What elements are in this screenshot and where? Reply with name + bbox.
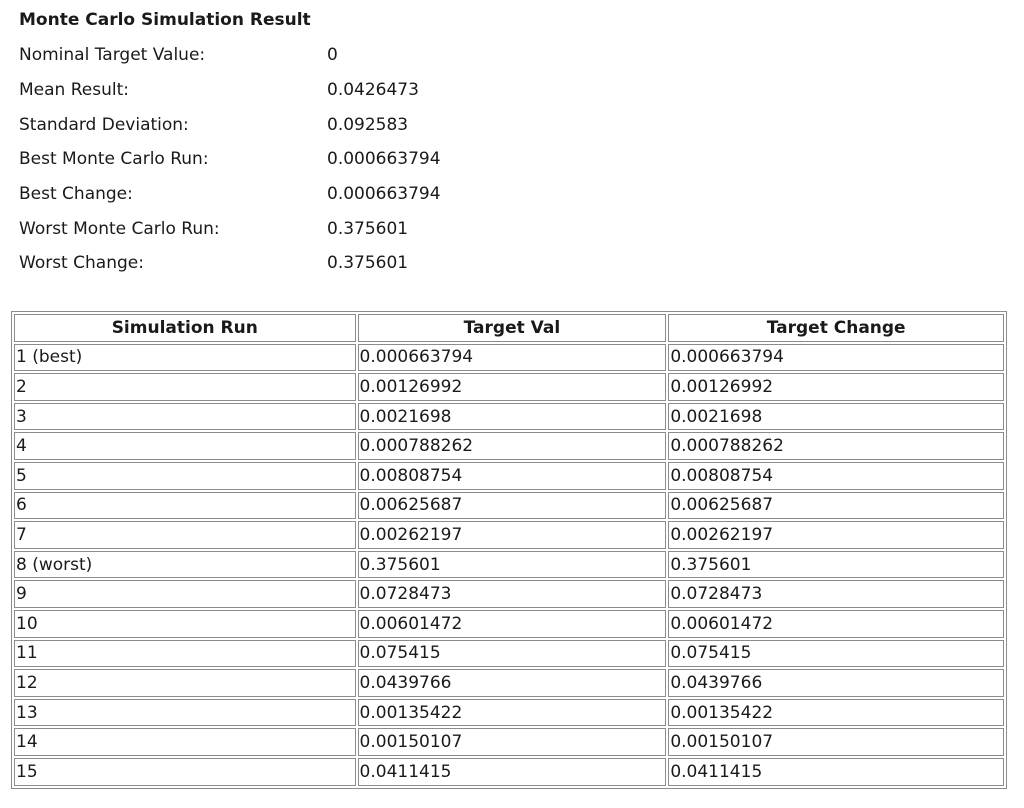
simulation-run-cell: 15 (14, 758, 356, 786)
summary-label: Nominal Target Value: (19, 45, 206, 66)
table-row (14, 580, 1004, 608)
target-val-cell: 0.375601 (358, 551, 667, 579)
page-title: Monte Carlo Simulation Result (19, 10, 311, 30)
target-val-cell: 0.00601472 (358, 610, 667, 638)
summary-row-mean (19, 73, 527, 108)
table-row (14, 373, 1004, 401)
summary-label: Mean Result: (19, 80, 129, 101)
target-val-cell: 0.0439766 (358, 669, 667, 697)
summary-row-best-change (19, 177, 527, 212)
target-val-cell: 0.000788262 (358, 432, 667, 460)
simulation-results-table (11, 311, 1007, 789)
simulation-run-cell: 8 (worst) (14, 551, 356, 579)
summary-row-worst-run (19, 211, 527, 246)
target-change-cell: 0.0439766 (668, 669, 1004, 697)
summary-value: 0.000663794 (327, 184, 441, 205)
target-val-cell: 0.000663794 (358, 344, 667, 372)
table-row (14, 492, 1004, 520)
column-header-simulation-run: Simulation Run (14, 314, 356, 342)
simulation-run-cell: 12 (14, 669, 356, 697)
target-change-cell: 0.075415 (668, 640, 1004, 668)
summary-label: Best Monte Carlo Run: (19, 149, 209, 170)
target-val-cell: 0.00126992 (358, 373, 667, 401)
summary-value: 0.375601 (327, 218, 409, 239)
simulation-run-cell: 11 (14, 640, 356, 668)
target-change-cell: 0.00601472 (668, 610, 1004, 638)
target-val-cell: 0.00135422 (358, 699, 667, 727)
simulation-run-cell: 3 (14, 403, 356, 431)
table-row (14, 758, 1004, 786)
target-change-cell: 0.000663794 (668, 344, 1004, 372)
table-row (14, 640, 1004, 668)
simulation-run-cell: 9 (14, 580, 356, 608)
simulation-run-cell: 14 (14, 728, 356, 756)
table-row (14, 403, 1004, 431)
target-change-cell: 0.00808754 (668, 462, 1004, 490)
target-change-cell: 0.000788262 (668, 432, 1004, 460)
simulation-run-cell: 7 (14, 521, 356, 549)
target-val-cell: 0.00150107 (358, 728, 667, 756)
simulation-run-cell: 13 (14, 699, 356, 727)
summary-value: 0 (327, 45, 338, 66)
table-header-row (14, 314, 1004, 342)
summary-row-best-run (19, 142, 527, 177)
summary-label: Worst Monte Carlo Run: (19, 218, 220, 239)
target-val-cell: 0.0411415 (358, 758, 667, 786)
summary-value: 0.092583 (327, 114, 409, 135)
summary-value: 0.0426473 (327, 80, 419, 101)
table-row (14, 699, 1004, 727)
target-change-cell: 0.0728473 (668, 580, 1004, 608)
summary-row-nominal-target (19, 38, 527, 73)
summary-value: 0.375601 (327, 253, 409, 274)
table-row (14, 462, 1004, 490)
table-row (14, 521, 1004, 549)
summary-label: Standard Deviation: (19, 114, 189, 135)
simulation-run-cell: 1 (best) (14, 344, 356, 372)
table-row (14, 728, 1004, 756)
simulation-run-cell: 2 (14, 373, 356, 401)
target-change-cell: 0.0021698 (668, 403, 1004, 431)
table-row (14, 551, 1004, 579)
simulation-run-cell: 10 (14, 610, 356, 638)
column-header-target-change: Target Change (668, 314, 1004, 342)
simulation-run-cell: 4 (14, 432, 356, 460)
simulation-run-cell: 5 (14, 462, 356, 490)
target-change-cell: 0.00135422 (668, 699, 1004, 727)
target-change-cell: 0.375601 (668, 551, 1004, 579)
target-change-cell: 0.00150107 (668, 728, 1004, 756)
summary-row-worst-change (19, 246, 527, 281)
target-val-cell: 0.00262197 (358, 521, 667, 549)
summary-label: Worst Change: (19, 253, 144, 274)
target-val-cell: 0.075415 (358, 640, 667, 668)
table-row (14, 432, 1004, 460)
target-val-cell: 0.00625687 (358, 492, 667, 520)
simulation-run-cell: 6 (14, 492, 356, 520)
table-row (14, 610, 1004, 638)
target-change-cell: 0.00262197 (668, 521, 1004, 549)
table-row (14, 344, 1004, 372)
summary-label: Best Change: (19, 184, 133, 205)
target-val-cell: 0.0728473 (358, 580, 667, 608)
column-header-target-val: Target Val (358, 314, 667, 342)
table-row (14, 669, 1004, 697)
target-change-cell: 0.00625687 (668, 492, 1004, 520)
target-change-cell: 0.00126992 (668, 373, 1004, 401)
target-val-cell: 0.00808754 (358, 462, 667, 490)
summary-value: 0.000663794 (327, 149, 441, 170)
summary-row-std-dev (19, 107, 527, 142)
summary-section (19, 38, 527, 281)
target-val-cell: 0.0021698 (358, 403, 667, 431)
target-change-cell: 0.0411415 (668, 758, 1004, 786)
